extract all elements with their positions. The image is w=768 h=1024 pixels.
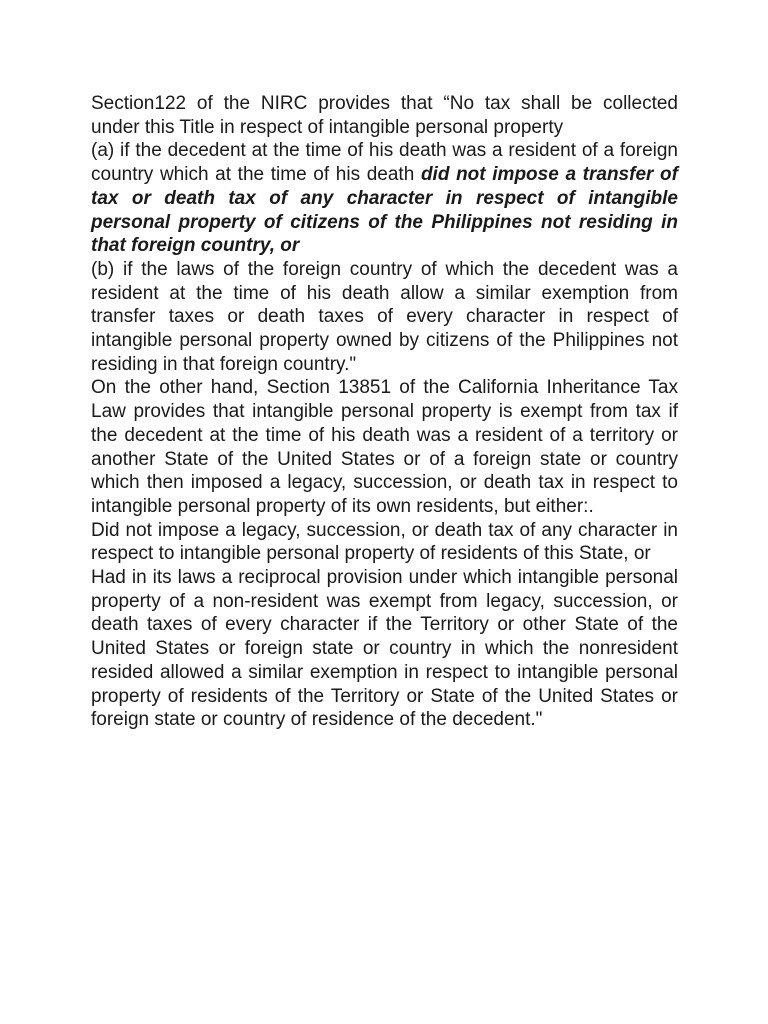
paragraph-a-text: (a) if the decedent at the time of his death was a resident of a foreign country which at the time of his death — [91, 140, 678, 186]
document-page — [91, 92, 678, 732]
california-option-2: Had in its laws a reciprocal provision under which intangible personal property of a non-resident was exempt from legacy, succession, or death taxes of every character if the Territory or other State of the United States or foreign state or country in which the nonresident resided allowed a similar exemption in respect to intangible personal property of residents of the Territory or State of the United States or foreign state or country of residence of the decedent." — [91, 567, 678, 731]
paragraph-a — [91, 139, 678, 258]
california-option-1: Did not impose a legacy, succession, or death tax of any character in respect to intangible personal property of residents of this State, or — [91, 519, 678, 565]
intro-line-1: Section122 of the NIRC provides that “No tax shall be collected — [91, 93, 678, 114]
intro-line-2: under this Title in respect of intangible personal property — [91, 116, 564, 138]
intro-paragraph — [91, 92, 678, 139]
paragraph-a-emphasis: did not impose a transfer of tax or death tax of any character in respect of intangible personal property of citizens of the Philippines not residing in that foreign country, or — [91, 164, 678, 257]
california-intro-paragraph: On the other hand, Section 13851 of the California Inheritance Tax Law provides that intangible personal property is exempt from tax if the decedent at the time of his death was a resident of a territory or another State of the United States or of a foreign state or country which then imposed a legacy, succession, or death tax in respect to intangible personal property of its own residents, but either:. — [91, 377, 678, 517]
paragraph-b: (b) if the laws of the foreign country of which the decedent was a resident at the time of his death allow a similar exemption from transfer taxes or death taxes of every character in respect of intangible personal property owned by citizens of the Philippines not residing in that foreign country." — [91, 258, 678, 375]
